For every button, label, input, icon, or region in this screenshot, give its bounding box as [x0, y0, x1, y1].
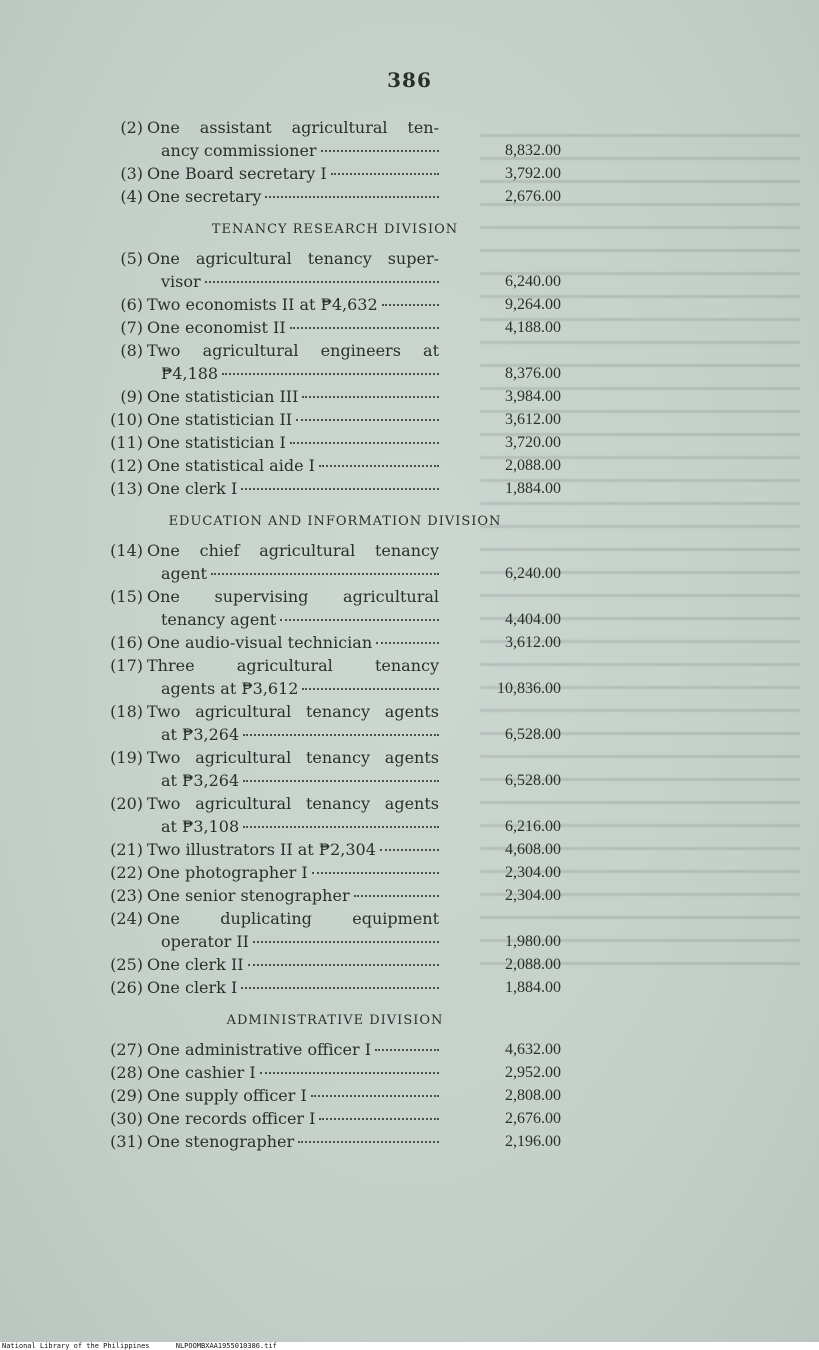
item-description-text: One supply officer I: [147, 1086, 307, 1105]
item-amount: 3,612.00: [505, 634, 561, 651]
line-item: [95, 585, 575, 631]
item-description-line: [147, 270, 439, 293]
item-description-text: One statistician III: [147, 387, 299, 406]
item-description-line: [147, 907, 439, 930]
item-amount: 4,632.00: [505, 1041, 561, 1058]
item-description-line: [147, 539, 439, 562]
line-item: [95, 385, 575, 408]
item-description-line: [147, 700, 439, 723]
item-amount: 2,304.00: [505, 887, 561, 904]
line-item: [95, 477, 575, 500]
item-group-executive: [95, 116, 575, 208]
item-description-text: One duplicating equipment: [147, 909, 439, 928]
item-description-text: One stenographer: [147, 1132, 295, 1151]
dot-leader: [211, 572, 439, 575]
item-number: (25): [110, 955, 143, 974]
item-description-text: One economist II: [147, 318, 286, 337]
line-item: [95, 700, 575, 746]
item-description-text: Two illustrators II at ₱2,304: [147, 840, 376, 859]
item-description-line: [147, 884, 439, 907]
item-number: (17): [110, 656, 143, 675]
item-amount: 3,720.00: [505, 434, 561, 451]
appropriation-list: [95, 116, 575, 1153]
dot-leader: [311, 1094, 439, 1097]
item-amount: 1,980.00: [505, 933, 561, 950]
item-amount: 2,676.00: [505, 188, 561, 205]
item-number: (13): [110, 479, 143, 498]
item-amount: 4,188.00: [505, 319, 561, 336]
item-number: (22): [110, 863, 143, 882]
item-amount: 2,676.00: [505, 1110, 561, 1127]
item-description-text: One cashier I: [147, 1063, 256, 1082]
item-description-text: at ₱3,108: [161, 817, 240, 836]
item-description-text: operator II: [161, 932, 249, 951]
line-item: [95, 884, 575, 907]
line-item: [95, 838, 575, 861]
item-description-text: Two agricultural tenancy agents: [147, 748, 439, 767]
item-description-line: [147, 116, 439, 139]
item-description-text: agent: [161, 564, 207, 583]
dot-leader: [248, 963, 439, 966]
item-number: (26): [110, 978, 143, 997]
dot-leader: [302, 687, 439, 690]
line-item: [95, 408, 575, 431]
item-description-line: [147, 1107, 439, 1130]
item-description-line: [147, 247, 439, 270]
item-description-text: One supervising agricultural: [147, 587, 439, 606]
item-description-line: [147, 815, 439, 838]
item-description-line: [147, 723, 439, 746]
item-number: (5): [120, 249, 143, 268]
item-number: (24): [110, 909, 143, 928]
item-description-line: [147, 362, 439, 385]
item-amount: 1,884.00: [505, 480, 561, 497]
item-description-line: [147, 431, 439, 454]
item-description-line: [147, 562, 439, 585]
item-description-line: [147, 861, 439, 884]
item-description-line: [147, 930, 439, 953]
item-description-text: Two agricultural tenancy agents: [147, 794, 439, 813]
item-amount: 2,808.00: [505, 1087, 561, 1104]
line-item: [95, 1130, 575, 1153]
item-description-text: agents at ₱3,612: [161, 679, 299, 698]
item-amount: 2,304.00: [505, 864, 561, 881]
item-group-research: [95, 247, 575, 500]
line-item: [95, 339, 575, 385]
item-number: (9): [120, 387, 143, 406]
line-item: [95, 185, 575, 208]
footer-filename: NLPOOMBXAA1955010386.tif: [175, 1342, 277, 1350]
heading-research-division: TENANCY RESEARCH DIVISION: [211, 222, 459, 237]
item-description-line: [147, 408, 439, 431]
item-description-text: One photographer I: [147, 863, 308, 882]
item-description-line: [147, 953, 439, 976]
item-number: (21): [110, 840, 143, 859]
item-description-text: visor: [161, 272, 201, 291]
item-description-text: at ₱3,264: [161, 771, 240, 790]
item-description-line: [147, 1084, 439, 1107]
item-number: (15): [110, 587, 143, 606]
item-number: (28): [110, 1063, 143, 1082]
line-item: [95, 907, 575, 953]
item-description-text: One Board secretary I: [147, 164, 327, 183]
item-description-line: [147, 746, 439, 769]
line-item: [95, 162, 575, 185]
item-number: (10): [110, 410, 143, 429]
item-description-text: One records officer I: [147, 1109, 316, 1128]
item-amount: 2,088.00: [505, 457, 561, 474]
line-item: [95, 116, 575, 162]
dot-leader: [382, 303, 439, 306]
item-amount: 6,528.00: [505, 726, 561, 743]
heading-administrative-division: ADMINISTRATIVE DIVISION: [226, 1013, 444, 1028]
item-description-line: [147, 339, 439, 362]
item-description-text: One clerk I: [147, 479, 238, 498]
item-number: (14): [110, 541, 143, 560]
item-amount: 10,836.00: [497, 680, 561, 697]
item-description-text: One audio-visual technician: [147, 633, 373, 652]
item-description-line: [147, 385, 439, 408]
item-group-education: [95, 539, 575, 999]
item-description-text: ₱4,188: [161, 364, 219, 383]
item-amount: 9,264.00: [505, 296, 561, 313]
item-group-administrative: [95, 1038, 575, 1153]
item-amount: 8,376.00: [505, 365, 561, 382]
heading-education-division: EDUCATION AND INFORMATION DIVISION: [168, 514, 502, 529]
line-item: [95, 1084, 575, 1107]
dot-leader: [296, 418, 439, 421]
item-amount: 4,404.00: [505, 611, 561, 628]
dot-leader: [260, 1071, 439, 1074]
item-description-line: [147, 316, 439, 339]
dot-leader: [290, 441, 439, 444]
line-item: [95, 293, 575, 316]
item-number: (23): [110, 886, 143, 905]
item-description-line: [147, 1061, 439, 1084]
item-amount: 6,240.00: [505, 273, 561, 290]
item-amount: 6,528.00: [505, 772, 561, 789]
item-description-line: [147, 654, 439, 677]
item-number: (29): [110, 1086, 143, 1105]
item-description-text: One agricultural tenancy super-: [147, 249, 439, 268]
line-item: [95, 431, 575, 454]
line-item: [95, 1107, 575, 1130]
line-item: [95, 1061, 575, 1084]
item-number: (20): [110, 794, 143, 813]
line-item: [95, 454, 575, 477]
item-number: (18): [110, 702, 143, 721]
item-amount: 6,216.00: [505, 818, 561, 835]
item-description-line: [147, 1038, 439, 1061]
item-number: (6): [120, 295, 143, 314]
item-description-line: [147, 631, 439, 654]
dot-leader: [280, 618, 439, 621]
dot-leader: [205, 280, 439, 283]
footer-library: National Library of the Philippines: [2, 1342, 150, 1350]
dot-leader: [354, 894, 439, 897]
item-number: (30): [110, 1109, 143, 1128]
dot-leader: [253, 940, 439, 943]
item-description-line: [147, 769, 439, 792]
dot-leader: [265, 195, 439, 198]
item-description-text: One secretary: [147, 187, 262, 206]
item-description-line: [147, 477, 439, 500]
item-description-line: [147, 293, 439, 316]
dot-leader: [222, 372, 439, 375]
item-description-line: [147, 185, 439, 208]
dot-leader: [312, 871, 439, 874]
item-description-text: Two agricultural engineers at: [147, 341, 439, 360]
item-amount: 2,196.00: [505, 1133, 561, 1150]
item-number: (7): [120, 318, 143, 337]
line-item: [95, 1038, 575, 1061]
dot-leader: [290, 326, 439, 329]
item-description-line: [147, 585, 439, 608]
item-number: (3): [120, 164, 143, 183]
item-amount: 3,984.00: [505, 388, 561, 405]
item-description-text: One statistician I: [147, 433, 286, 452]
item-description-line: [147, 976, 439, 999]
dot-leader: [319, 464, 439, 467]
item-amount: 2,952.00: [505, 1064, 561, 1081]
item-amount: 1,884.00: [505, 979, 561, 996]
item-description-text: One senior stenographer: [147, 886, 350, 905]
item-description-line: [147, 677, 439, 700]
item-description-text: One clerk I: [147, 978, 238, 997]
item-number: (12): [110, 456, 143, 475]
item-description-line: [147, 454, 439, 477]
item-description-text: tenancy agent: [161, 610, 277, 629]
scan-footer: [0, 1342, 819, 1350]
item-description-line: [147, 162, 439, 185]
item-number: (2): [120, 118, 143, 137]
item-number: (19): [110, 748, 143, 767]
item-description-text: One chief agricultural tenancy: [147, 541, 439, 560]
item-amount: 6,240.00: [505, 565, 561, 582]
item-description-text: One assistant agricultural ten-: [147, 118, 439, 137]
dot-leader: [298, 1140, 439, 1143]
dot-leader: [375, 1048, 439, 1051]
item-description-text: One statistical aide I: [147, 456, 315, 475]
item-amount: 2,088.00: [505, 956, 561, 973]
item-description-text: Three agricultural tenancy: [147, 656, 439, 675]
item-amount: 3,612.00: [505, 411, 561, 428]
line-item: [95, 631, 575, 654]
item-description-line: [147, 838, 439, 861]
line-item: [95, 953, 575, 976]
item-description-text: One statistician II: [147, 410, 293, 429]
item-amount: 3,792.00: [505, 165, 561, 182]
line-item: [95, 247, 575, 293]
line-item: [95, 539, 575, 585]
item-number: (8): [120, 341, 143, 360]
item-description-line: [147, 1130, 439, 1153]
page-number: 386: [387, 68, 432, 92]
item-description-text: One clerk II: [147, 955, 244, 974]
dot-leader: [321, 149, 439, 152]
item-description-line: [147, 792, 439, 815]
dot-leader: [302, 395, 439, 398]
dot-leader: [241, 986, 439, 989]
dot-leader: [243, 733, 439, 736]
item-amount: 4,608.00: [505, 841, 561, 858]
item-number: (27): [110, 1040, 143, 1059]
dot-leader: [376, 641, 439, 644]
item-number: (16): [110, 633, 143, 652]
item-number: (31): [110, 1132, 143, 1151]
item-number: (4): [120, 187, 143, 206]
line-item: [95, 746, 575, 792]
item-description-text: Two agricultural tenancy agents: [147, 702, 439, 721]
line-item: [95, 792, 575, 838]
dot-leader: [243, 825, 439, 828]
dot-leader: [241, 487, 439, 490]
item-description-line: [147, 139, 439, 162]
dot-leader: [319, 1117, 439, 1120]
line-item: [95, 861, 575, 884]
dot-leader: [380, 848, 439, 851]
line-item: [95, 654, 575, 700]
dot-leader: [331, 172, 439, 175]
item-description-text: One administrative officer I: [147, 1040, 372, 1059]
line-item: [95, 316, 575, 339]
item-description-text: at ₱3,264: [161, 725, 240, 744]
item-description-line: [147, 608, 439, 631]
line-item: [95, 976, 575, 999]
dot-leader: [243, 779, 439, 782]
item-description-text: Two economists II at ₱4,632: [147, 295, 378, 314]
item-number: (11): [110, 433, 143, 452]
item-amount: 8,832.00: [505, 142, 561, 159]
item-description-text: ancy commissioner: [161, 141, 317, 160]
